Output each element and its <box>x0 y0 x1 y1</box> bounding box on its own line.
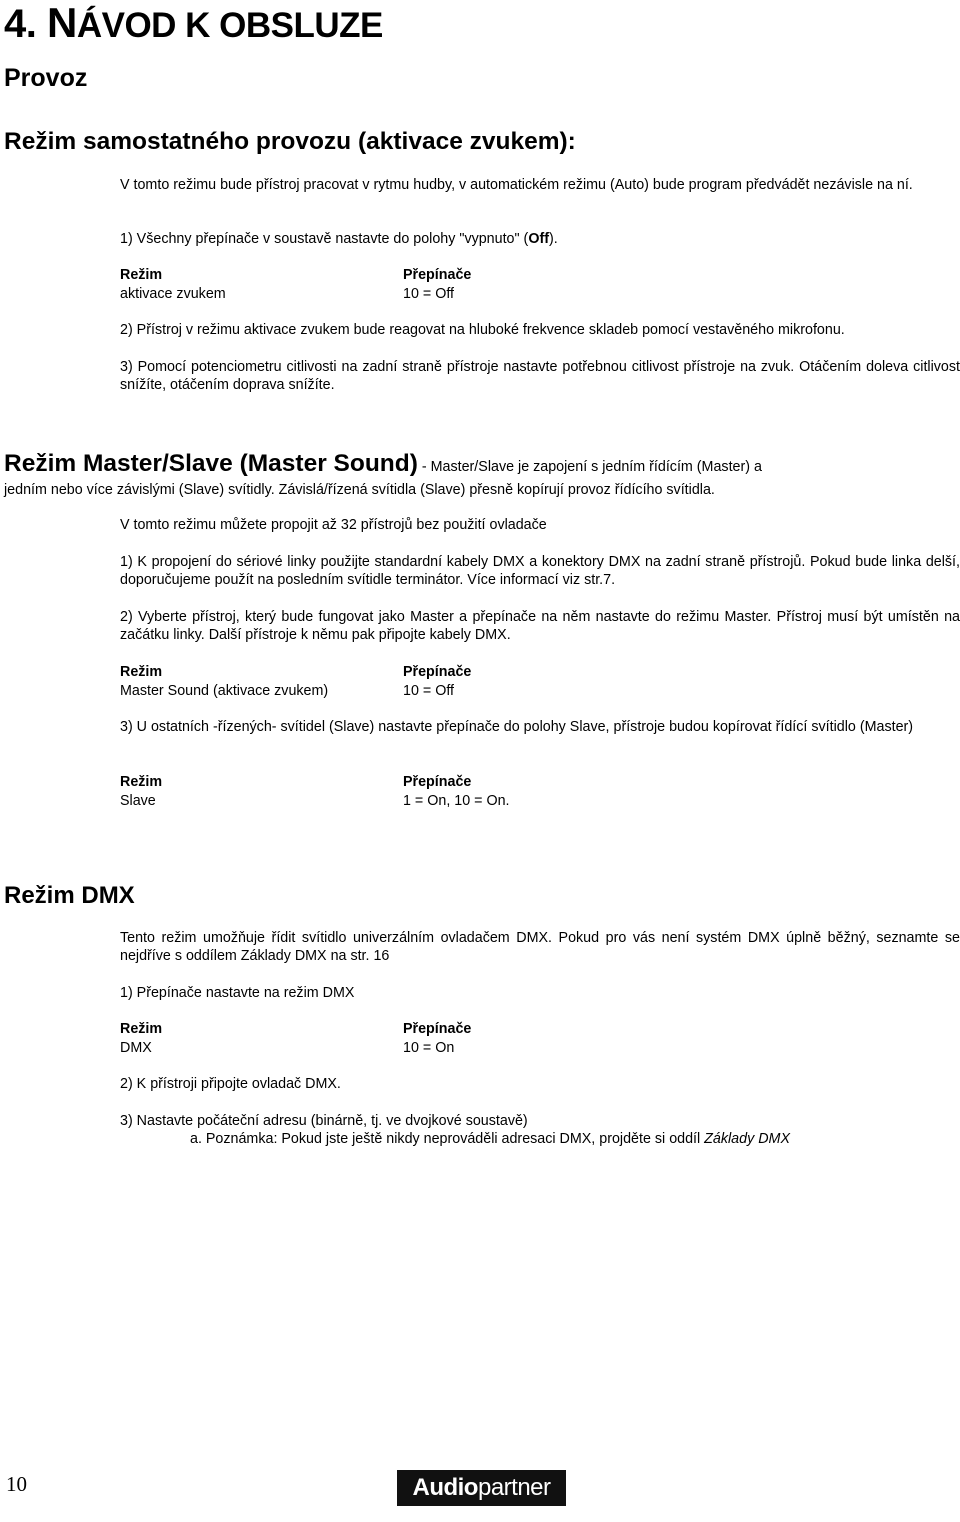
standalone-step2: 2) Přístroj v režimu aktivace zvukem bude reagovat na hluboké frekvence skladeb pomocí vestavěného mikrofonu. <box>120 322 845 338</box>
master-table2-mode: Slave <box>120 793 156 809</box>
master-intro: V tomto režimu můžete propojit až 32 přístrojů bez použití ovladače <box>120 517 547 533</box>
standalone-table-mode: aktivace zvukem <box>120 286 226 302</box>
dmx-note-link-text: Základy DMX <box>704 1131 790 1147</box>
dmx-step2: 2) K přístroji připojte ovladač DMX. <box>120 1076 341 1092</box>
master-heading: Režim Master/Slave (Master Sound) <box>4 450 418 477</box>
chapter-title-initial: N <box>46 0 77 46</box>
master-heading-line <box>4 450 954 478</box>
dmx-note-text: a. Poznámka: Pokud jste ještě nikdy neprováděli adresaci DMX, projděte si oddíl <box>190 1131 705 1147</box>
standalone-heading: Režim samostatného provozu (aktivace zvukem): <box>4 128 576 155</box>
dmx-table-switch: 10 = On <box>403 1040 455 1056</box>
standalone-step1 <box>120 230 960 248</box>
dmx-step3: 3) Nastavte počáteční adresu (binárně, tj. ve dvojkové soustavě) <box>120 1113 528 1129</box>
standalone-table-switch: 10 = Off <box>403 286 455 302</box>
chapter-number: 4. <box>4 2 37 46</box>
dmx-table-col1-head: Režim <box>120 1021 163 1037</box>
standalone-step3: 3) Pomocí potenciometru citlivosti na zadní straně přístroje nastavte potřebnou citlivost přístroje na zvuk. Otáčením doleva citlivost snížíte, otáčením doprava snížíte. <box>120 359 960 393</box>
dmx-note <box>190 1130 960 1148</box>
section-heading-provoz: Provoz <box>4 64 88 92</box>
master-table2-switch: 1 = On, 10 = On. <box>403 793 510 809</box>
master-table1-mode: Master Sound (aktivace zvukem) <box>120 683 329 699</box>
master-table2-col2-head: Přepínače <box>403 774 472 790</box>
dmx-table-mode: DMX <box>120 1040 152 1056</box>
chapter-title <box>4 0 383 49</box>
master-heading-tail: - Master/Slave je zapojení s jedním řídícím (Master) a <box>417 459 762 475</box>
logo-text-bold: Audio <box>412 1474 478 1501</box>
dmx-table-col2-head: Přepínače <box>403 1021 472 1037</box>
dmx-intro: Tento režim umožňuje řídit svítidlo univerzálním ovladačem DMX. Pokud pro vás není systém DMX úplně běžný, seznamte se nejdříve s oddílem Základy DMX na str. 16 <box>120 930 960 964</box>
dmx-step1: 1) Přepínače nastavte na režim DMX <box>120 985 355 1001</box>
standalone-table-col2-head: Přepínače <box>403 267 472 283</box>
standalone-table-col1-head: Režim <box>120 267 163 283</box>
master-step1: 1) K propojení do sériové linky použijte standardní kabely DMX a konektory DMX na zadní straně přístrojů. Pokud bude linka delší, doporučujeme použít na posledním svítidle terminátor. Více informací viz str.7. <box>120 554 960 588</box>
chapter-title-rest: ÁVOD K OBSLUZE <box>76 6 383 45</box>
standalone-step1-off: Off <box>528 231 549 247</box>
master-step2: 2) Vyberte přístroj, který bude fungovat jako Master a přepínače na něm nastavte do režimu Master. Přístroj musí být umístěn na začátku linky. Další přístroje k němu pak připojte kabely DMX. <box>120 609 960 643</box>
master-description: jedním nebo více závislými (Slave) svítidly. Závislá/řízená svítidla (Slave) přesně kopírují provoz řídícího svítidla. <box>4 482 715 498</box>
master-table1-col2-head: Přepínače <box>403 664 472 680</box>
standalone-intro: V tomto režimu bude přístroj pracovat v rytmu hudby, v automatickém režimu (Auto) bude program předvádět nezávisle na ní. <box>120 177 913 193</box>
dmx-heading: Režim DMX <box>4 882 135 909</box>
page-number: 10 <box>6 1472 27 1496</box>
standalone-step1-text: 1) Všechny přepínače v soustavě nastavte do polohy "vypnuto" ( <box>120 231 529 247</box>
standalone-step1-end: ). <box>548 231 558 247</box>
master-table1-switch: 10 = Off <box>403 683 455 699</box>
audiopartner-logo <box>397 1470 566 1506</box>
master-step3: 3) U ostatních -řízených- svítidel (Slave) nastavte přepínače do polohy Slave, přístroje budou kopírovat řídící svítidlo (Master) <box>120 719 914 735</box>
logo-text-thin: partner <box>477 1474 551 1501</box>
master-table1-col1-head: Režim <box>120 664 163 680</box>
master-table2-col1-head: Režim <box>120 774 163 790</box>
